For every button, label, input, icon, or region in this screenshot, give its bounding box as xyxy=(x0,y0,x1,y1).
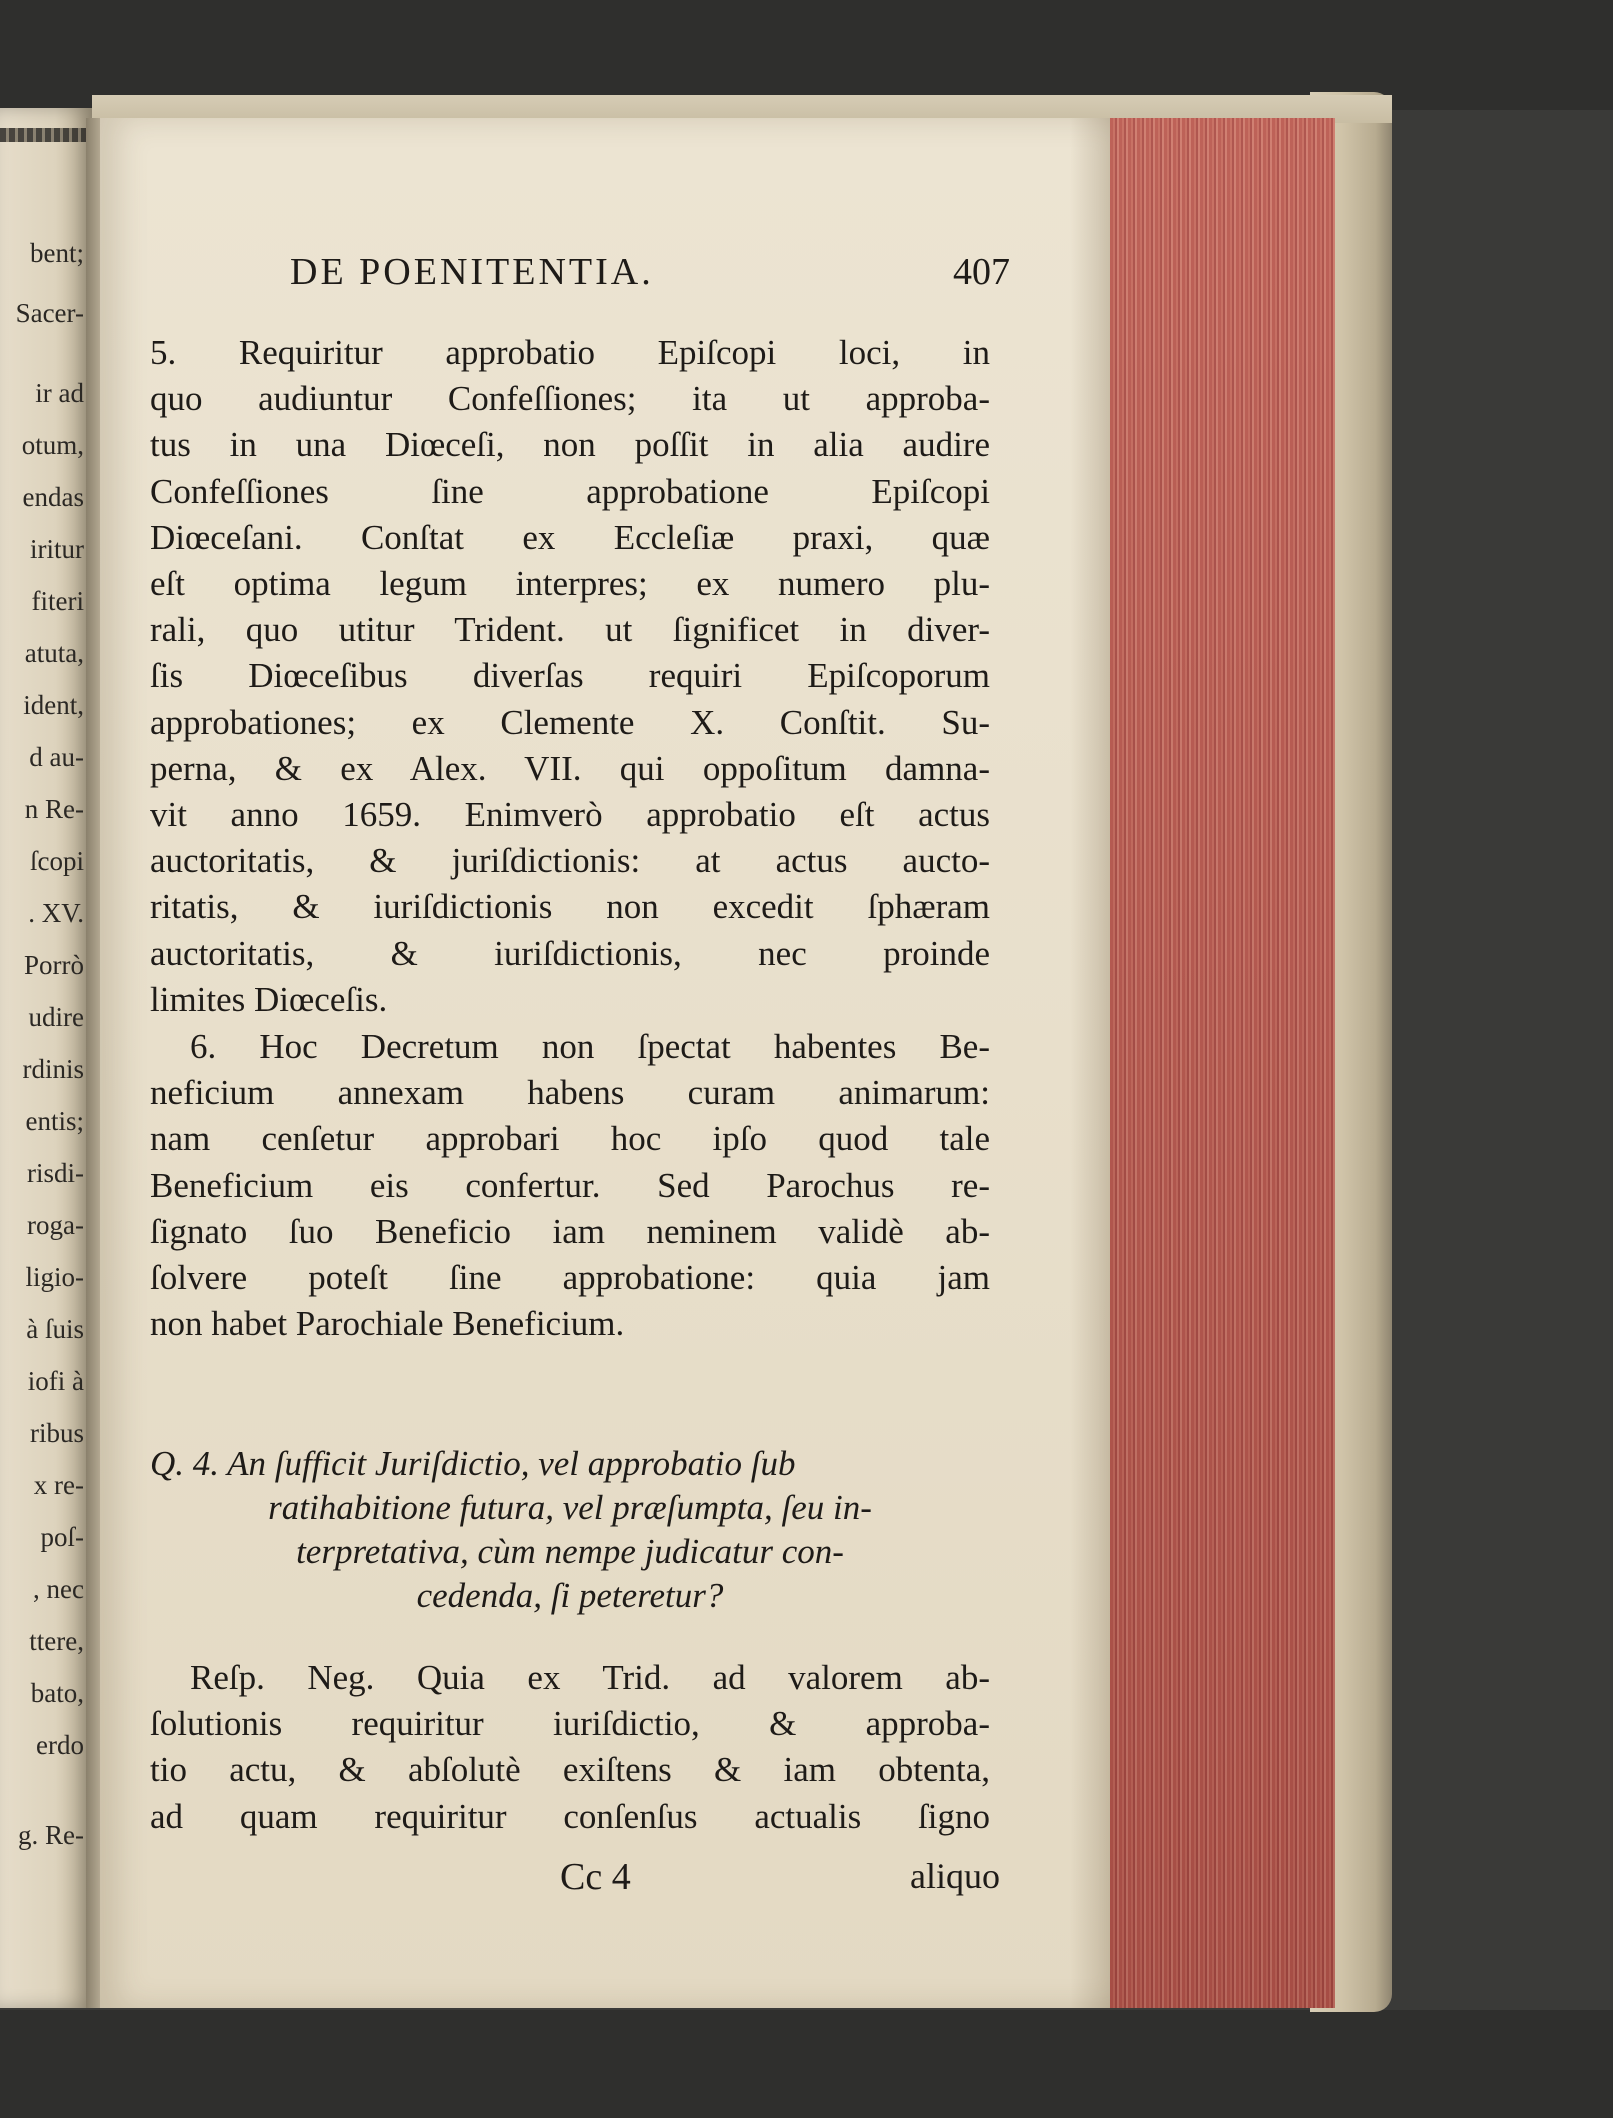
page-edge-shadow xyxy=(1070,118,1110,2008)
paragraph-5-line: ſis Diœceſibus diverſas requiri Epiſcoporum xyxy=(150,656,990,696)
left-page-fragment: endas xyxy=(22,482,84,512)
left-page-fragment: otum, xyxy=(21,430,84,460)
left-page-fragment: ir ad xyxy=(35,378,84,408)
left-page-fragment: poſ- xyxy=(40,1522,84,1552)
paragraph-6-line: 6. Hoc Decretum non ſpectat habentes Be- xyxy=(190,1027,990,1066)
response-line: ad quam requiritur conſenſus actualis ſigno xyxy=(150,1796,990,1836)
left-page-fragment: bent; xyxy=(30,238,84,268)
paragraph-5-line: 5. Requiritur approbatio Epiſcopi loci, in xyxy=(150,333,990,372)
left-page-fragment: iritur xyxy=(30,534,84,564)
question-4-line: Q. 4. An ſufficit Juriſdictio, vel approbatio ſub xyxy=(150,1444,796,1483)
question-4-line: ratihabitione futura, vel præſumpta, ſeu in- xyxy=(268,1488,872,1527)
backdrop-bottom xyxy=(0,2010,1613,2118)
response xyxy=(150,1655,990,1840)
paragraph-6-line: non habet Parochiale Beneficium. xyxy=(150,1304,625,1344)
response-line: Reſp. Neg. Quia ex Trid. ad valorem ab- xyxy=(190,1658,990,1697)
paragraph-5-line: quo audiuntur Confeſſiones; ita ut approba- xyxy=(150,379,990,419)
left-page-fragment: roga- xyxy=(27,1210,84,1240)
left-page-fragment: entis; xyxy=(25,1106,84,1136)
left-page-fragment: fiteri xyxy=(31,586,84,616)
left-page-fragment: ident, xyxy=(23,690,84,720)
running-head: DE POENITENTIA. xyxy=(290,251,654,293)
left-page-fragment: rdinis xyxy=(22,1054,84,1084)
catchword: aliquo xyxy=(910,1856,1000,1896)
paragraph-6-line: Beneficium eis confertur. Sed Parochus re- xyxy=(150,1165,990,1205)
left-page-fragment: à ſuis xyxy=(26,1314,84,1344)
page-footer xyxy=(560,1855,1000,1905)
paragraph-5-line: Confeſſiones ſine approbatione Epiſcopi xyxy=(150,471,990,511)
fore-edge-shading xyxy=(1110,118,1335,2008)
paragraph-5-line: Diœceſani. Conſtat ex Eccleſiæ praxi, quæ xyxy=(150,517,990,557)
paragraph-5 xyxy=(150,330,990,1023)
paragraph-5-line: rali, quo utitur Trident. ut ſignificet in diver- xyxy=(150,610,990,650)
paragraph-6 xyxy=(150,1024,990,1347)
paragraph-6-line: ſolvere poteſt ſine approbatione: quia jam xyxy=(150,1258,990,1298)
left-page-fragment: x re- xyxy=(33,1470,84,1500)
paragraph-6-line: ſignato ſuo Beneficio iam neminem validè ab- xyxy=(150,1211,990,1251)
left-page-fragment: Porrò xyxy=(24,950,84,980)
question-4 xyxy=(150,1442,990,1618)
paragraph-5-line: eſt optima legum interpres; ex numero plu- xyxy=(150,564,990,604)
question-4-line: cedenda, ſi peteretur? xyxy=(416,1576,724,1615)
page-header xyxy=(290,250,1010,310)
paragraph-5-line: limites Diœceſis. xyxy=(150,979,388,1019)
paragraph-5-line: auctoritatis, & juriſdictionis: at actus aucto- xyxy=(150,841,990,881)
paragraph-5-line: ritatis, & iuriſdictionis non excedit ſphæram xyxy=(150,887,990,927)
left-page-fragment: , nec xyxy=(33,1574,84,1604)
left-page-fragment: erdo xyxy=(36,1730,84,1760)
question-4-line: terpretativa, cùm nempe judicatur con- xyxy=(296,1532,844,1571)
left-page-header-ornament xyxy=(0,128,92,142)
paragraph-5-line: vit anno 1659. Enimverò approbatio eſt actus xyxy=(150,795,990,835)
paragraph-5-line: tus in una Diœceſi, non poſſit in alia audire xyxy=(150,425,990,465)
left-page-fragment: . XV. xyxy=(28,898,84,928)
paragraph-5-line: perna, & ex Alex. VII. qui oppoſitum damna- xyxy=(150,748,990,788)
response-line: ſolutionis requiritur iuriſdictio, & approba- xyxy=(150,1704,990,1744)
paragraph-6-line: nam cenſetur approbari hoc ipſo quod tale xyxy=(150,1119,990,1159)
paragraph-5-line: approbationes; ex Clemente X. Conſtit. Su- xyxy=(150,702,990,742)
paragraph-6-line: neficium annexam habens curam animarum: xyxy=(150,1073,990,1113)
paragraph-5-line: auctoritatis, & iuriſdictionis, nec proinde xyxy=(150,933,990,973)
left-page-fragment: ſcopi xyxy=(30,846,84,876)
left-page-fragment: ribus xyxy=(30,1418,84,1448)
left-page-fragment: iofi à xyxy=(27,1366,84,1396)
signature-mark: Cc 4 xyxy=(560,1856,631,1898)
left-page-fragment: atuta, xyxy=(24,638,84,668)
left-page xyxy=(0,108,92,2008)
response-line: tio actu, & abſolutè exiſtens & iam obtenta, xyxy=(150,1750,990,1790)
left-page-fragment: ligio- xyxy=(25,1262,84,1292)
left-page-fragment: udire xyxy=(28,1002,84,1032)
left-page-fragment: bato, xyxy=(30,1678,84,1708)
left-page-fragment: g. Re- xyxy=(18,1820,84,1850)
left-page-fragment: Sacer- xyxy=(15,298,84,328)
left-page-fragment: risdi- xyxy=(27,1158,84,1188)
left-page-fragment: d au- xyxy=(29,742,84,772)
left-page-fragment: n Re- xyxy=(24,794,84,824)
left-page-fragment: ttere, xyxy=(29,1626,84,1656)
page-number: 407 xyxy=(953,251,1010,293)
